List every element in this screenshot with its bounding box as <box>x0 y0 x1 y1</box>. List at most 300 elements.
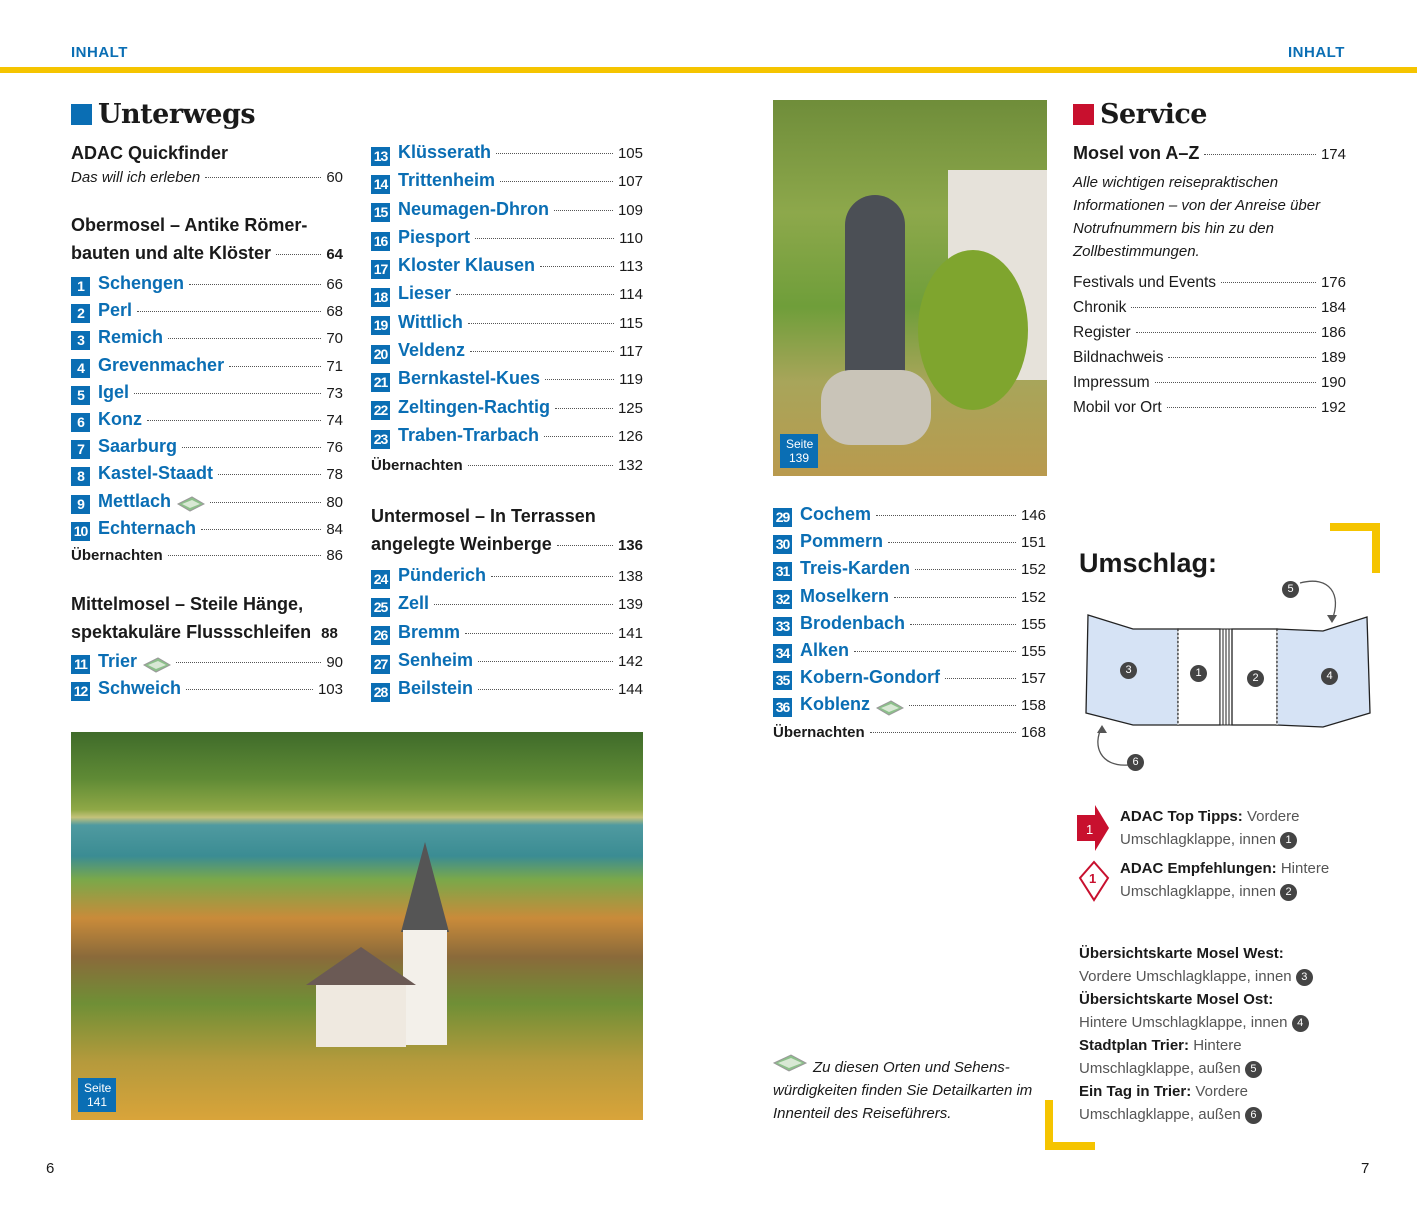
toc-entry-uebernachten[interactable] <box>371 457 643 484</box>
toc-entry[interactable] <box>371 199 643 227</box>
map-note-text: Zu diesen Orten und Sehens-würdigkeiten finden Sie Detailkarten im Innenteil des Reiseführers. <box>773 1059 1033 1122</box>
dot-leader <box>909 705 1016 706</box>
entry-label: Beilstein <box>398 678 474 699</box>
page-number: 107 <box>617 173 643 191</box>
toc-entry[interactable] <box>71 273 343 300</box>
legend-text: Vordere Umschlagklappe, außen <box>1079 1083 1248 1123</box>
dot-leader <box>1204 154 1316 155</box>
entry-label: Veldenz <box>398 340 466 361</box>
chapter-title-line: Untermosel – In Terrassen <box>371 506 596 526</box>
chapter-untermosel[interactable] <box>371 502 643 560</box>
legend-text: Hintere Umschlagklappe, innen <box>1120 860 1330 900</box>
entry-number-badge: 7 <box>71 440 90 459</box>
entry-label: Senheim <box>398 649 474 670</box>
entry-number-badge: 24 <box>371 570 390 589</box>
toc-entry[interactable] <box>371 565 643 593</box>
svg-text:1: 1 <box>1086 822 1094 837</box>
entry-label: Treis-Karden <box>800 558 911 579</box>
page-number: 151 <box>1020 534 1046 552</box>
toc-list-obermosel <box>71 273 343 545</box>
detail-map-icon <box>773 1053 807 1073</box>
dot-leader <box>545 379 614 380</box>
page-number: 190 <box>1320 374 1346 391</box>
entry-label: Moselkern <box>800 585 890 606</box>
toc-entry[interactable] <box>71 300 343 327</box>
legend-empfehlungen <box>1120 857 1360 903</box>
page-number: 71 <box>326 357 343 375</box>
page-number: 186 <box>1320 324 1346 341</box>
dot-leader <box>201 529 321 530</box>
entry-number-badge: 11 <box>71 655 90 674</box>
section-title-text: Unterwegs <box>98 99 256 130</box>
toc-entry[interactable] <box>371 142 643 170</box>
dot-leader <box>915 569 1016 570</box>
badge-page: 139 <box>788 451 810 465</box>
entry-number-badge: 21 <box>371 373 390 392</box>
empfehlung-pin-icon <box>1078 860 1110 902</box>
service-entry[interactable] <box>1073 299 1346 324</box>
page-number: 144 <box>617 681 643 699</box>
dot-leader <box>182 447 321 448</box>
entry-number-badge: 2 <box>71 304 90 323</box>
service-entry[interactable] <box>1073 324 1346 349</box>
chapter-title-row <box>71 239 343 269</box>
top-tipp-arrow-icon <box>1077 805 1111 851</box>
toc-entry[interactable] <box>371 622 643 650</box>
ref-marker: 1 <box>1280 832 1297 849</box>
entry-label: Wittlich <box>398 311 463 332</box>
page-number: 138 <box>617 568 643 585</box>
page-number: 86 <box>326 547 343 564</box>
legend-text: Vordere Umschlagklappe, innen <box>1120 808 1300 848</box>
page-number: 119 <box>619 371 643 389</box>
dot-leader <box>468 323 614 324</box>
section-square-icon <box>71 104 92 125</box>
entry-number-badge: 34 <box>773 644 792 663</box>
toc-entry[interactable] <box>371 340 643 368</box>
page-ref-badge <box>780 434 818 468</box>
entry-label: Übernachten <box>71 547 163 564</box>
toc-entry[interactable] <box>71 651 343 678</box>
page-number: 88 <box>321 625 338 642</box>
entry-label: Lieser <box>398 283 452 304</box>
dot-leader <box>540 266 614 267</box>
page-number: 136 <box>617 537 643 554</box>
legend-text: Hintere Umschlagklappe, außen <box>1079 1037 1242 1077</box>
legend-title: ADAC Top Tipps: <box>1120 808 1243 825</box>
service-entry[interactable] <box>1073 399 1346 424</box>
page-number: 74 <box>326 411 343 429</box>
dot-leader <box>210 502 321 503</box>
entry-number-badge: 33 <box>773 617 792 636</box>
toc-entry[interactable] <box>371 425 643 453</box>
page-number: 66 <box>326 276 343 293</box>
entry-number-badge: 13 <box>371 147 390 166</box>
page-number: 141 <box>617 624 643 642</box>
dot-leader <box>876 515 1016 516</box>
running-header-right: INHALT <box>1288 44 1345 61</box>
barrel <box>821 370 931 445</box>
entry-number-badge: 23 <box>371 430 390 449</box>
map-note <box>773 1056 1033 1125</box>
section-square-icon <box>1073 104 1094 125</box>
dot-leader <box>555 408 613 409</box>
entry-label: Alken <box>800 639 850 660</box>
chapter-title-line: Obermosel – Antike Römer- <box>71 215 308 235</box>
page-number: 157 <box>1020 670 1046 688</box>
entry-number-badge: 15 <box>371 203 390 222</box>
entry-label: Festivals und Events <box>1073 274 1217 291</box>
dot-leader <box>1136 332 1316 333</box>
entry-number-badge: 18 <box>371 288 390 307</box>
dot-leader <box>854 651 1016 652</box>
toc-entry[interactable] <box>773 694 1046 721</box>
entry-number-badge: 1 <box>71 277 90 296</box>
page-number: 80 <box>326 493 343 511</box>
page-number: 110 <box>619 229 643 247</box>
dot-leader <box>1131 307 1316 308</box>
dot-leader <box>557 545 613 546</box>
toc-entry[interactable] <box>371 397 643 425</box>
toc-entry-mosel-a-z[interactable] <box>1073 139 1346 169</box>
running-header-left: INHALT <box>71 44 128 61</box>
entry-number-badge: 19 <box>371 316 390 335</box>
entry-label: Remich <box>98 327 164 348</box>
entry-label: Register <box>1073 324 1131 341</box>
entry-label: Schweich <box>98 678 182 699</box>
ref-marker: 4 <box>1292 1015 1309 1032</box>
page-number: 60 <box>326 169 343 186</box>
entry-label: Kobern-Gondorf <box>800 667 940 688</box>
toc-list-mittelmosel-b <box>371 142 643 453</box>
chapter-mittelmosel[interactable] <box>71 590 343 648</box>
entry-label: Konz <box>98 408 142 429</box>
entry-number-badge: 31 <box>773 562 792 581</box>
toc-entry[interactable] <box>371 593 643 621</box>
entry-label: Grevenmacher <box>98 354 225 375</box>
cover-map-item <box>1079 988 1329 1034</box>
toc-entry[interactable] <box>371 255 643 283</box>
toc-entry[interactable] <box>71 409 343 436</box>
toc-entry[interactable] <box>371 283 643 311</box>
toc-entry-quickfinder[interactable] <box>71 169 343 186</box>
dot-leader <box>894 597 1016 598</box>
dot-leader <box>478 689 613 690</box>
entry-number-badge: 9 <box>71 495 90 514</box>
ref-marker: 5 <box>1245 1061 1262 1078</box>
page-number: 103 <box>317 681 343 699</box>
page-number-left: 6 <box>46 1160 55 1177</box>
toc-list-untermosel-a <box>371 565 643 706</box>
dot-leader <box>137 311 321 312</box>
entry-label: Mobil vor Ort <box>1073 399 1162 416</box>
entry-number-badge: 5 <box>71 386 90 405</box>
toc-entry[interactable] <box>71 463 343 490</box>
chapter-title-row <box>371 530 643 560</box>
legend-title: Ein Tag in Trier: <box>1079 1083 1192 1100</box>
entry-label: Koblenz <box>800 694 870 715</box>
toc-entry[interactable] <box>71 678 343 705</box>
page-number: 115 <box>619 314 643 332</box>
page-number: 192 <box>1320 399 1346 416</box>
entry-number-badge: 36 <box>773 698 792 717</box>
page-number: 155 <box>1020 642 1046 660</box>
detail-map-icon <box>876 700 904 716</box>
cover-marker-4: 4 <box>1321 668 1338 685</box>
dot-leader <box>205 177 321 178</box>
cover-marker-5: 5 <box>1282 581 1299 598</box>
page-number: 70 <box>326 330 343 348</box>
page-number: 64 <box>326 246 343 263</box>
page-number: 76 <box>326 439 343 457</box>
dot-leader <box>189 284 321 285</box>
toc-entry[interactable] <box>773 667 1046 694</box>
dot-leader <box>468 465 613 466</box>
toc-entry[interactable] <box>371 368 643 396</box>
service-list <box>1073 274 1346 424</box>
page-number: 142 <box>617 652 643 670</box>
page-number: 168 <box>1020 724 1046 741</box>
entry-number-badge: 20 <box>371 345 390 364</box>
cat-statue <box>845 195 905 395</box>
svg-text:1: 1 <box>1089 871 1097 886</box>
page-number: 84 <box>326 520 343 538</box>
legend-title: Übersichtskarte Mosel Ost: <box>1079 991 1274 1008</box>
entry-number-badge: 4 <box>71 359 90 378</box>
entry-number-badge: 8 <box>71 467 90 486</box>
toc-list-mittelmosel-a <box>71 651 343 705</box>
entry-label: Bernkastel-Kues <box>398 368 541 389</box>
page-ref-badge <box>78 1078 116 1112</box>
toc-entry[interactable] <box>71 491 343 518</box>
cover-map-item <box>1079 1034 1329 1080</box>
entry-number-badge: 3 <box>71 331 90 350</box>
service-entry[interactable] <box>1073 349 1346 374</box>
page-number: 174 <box>1320 146 1346 163</box>
page-number: 126 <box>617 427 643 445</box>
page-number: 113 <box>619 258 643 276</box>
page-number: 109 <box>617 201 643 219</box>
toc-entry[interactable] <box>371 650 643 678</box>
cover-marker-6: 6 <box>1127 754 1144 771</box>
entry-number-badge: 16 <box>371 232 390 251</box>
entry-label: Pünderich <box>398 565 487 585</box>
entry-label: Pommern <box>800 531 884 552</box>
dot-leader <box>554 210 613 211</box>
entry-label: Igel <box>98 381 130 402</box>
cat-statue-photo <box>773 100 1047 476</box>
toc-entry[interactable] <box>71 382 343 409</box>
page-number: 125 <box>617 399 643 417</box>
cover-map-list <box>1079 942 1329 1126</box>
cover-map-item <box>1079 1080 1329 1126</box>
entry-label: Perl <box>98 300 133 321</box>
dot-leader <box>470 351 614 352</box>
entry-label: Klüsserath <box>398 142 492 162</box>
corner-mark <box>1330 523 1380 573</box>
page-number: 158 <box>1020 697 1046 715</box>
service-description: Alle wichtigen reisepraktischen Informationen – von der Anreise über Notrufnummern bis hin zu den Zollbestimmungen. <box>1073 174 1321 260</box>
entry-label: Chronik <box>1073 299 1127 316</box>
dot-leader <box>168 555 322 556</box>
dot-leader <box>491 576 613 577</box>
service-entry[interactable] <box>1073 274 1346 299</box>
ref-marker: 6 <box>1245 1107 1262 1124</box>
village-photo <box>71 732 643 1120</box>
entry-number-badge: 26 <box>371 626 390 645</box>
dot-leader <box>456 294 614 295</box>
dot-leader <box>910 624 1016 625</box>
page-number: 73 <box>326 384 343 402</box>
page-number: 90 <box>326 654 343 671</box>
entry-label: Traben-Trarbach <box>398 424 540 445</box>
legend-title: Stadtplan Trier: <box>1079 1037 1190 1054</box>
toc-entry-uebernachten[interactable] <box>773 724 1046 751</box>
entry-label: Schengen <box>98 273 185 293</box>
toc-entry[interactable] <box>371 678 643 706</box>
entry-label: Brodenbach <box>800 612 906 633</box>
legend-top-tipps <box>1120 805 1360 851</box>
dot-leader <box>544 436 613 437</box>
page-number: 68 <box>326 303 343 321</box>
entry-label: Kastel-Staadt <box>98 463 214 484</box>
entry-label: Bildnachweis <box>1073 349 1164 366</box>
chapter-obermosel[interactable] <box>71 211 343 269</box>
toc-entry[interactable] <box>71 327 343 354</box>
entry-label: Zell <box>398 593 430 614</box>
entry-label: Saarburg <box>98 436 178 457</box>
toc-entry[interactable] <box>773 531 1046 558</box>
dot-leader <box>229 366 321 367</box>
dot-leader <box>1167 407 1316 408</box>
page-number: 114 <box>619 286 643 304</box>
entry-number-badge: 17 <box>371 260 390 279</box>
toc-entry[interactable] <box>773 504 1046 531</box>
toc-entry[interactable] <box>371 312 643 340</box>
dot-leader <box>465 633 613 634</box>
page-number: 139 <box>617 596 643 614</box>
legend-text: Hintere Umschlagklappe, innen <box>1079 1014 1288 1031</box>
entry-number-badge: 22 <box>371 401 390 420</box>
entry-number-badge: 28 <box>371 683 390 702</box>
section-title-service <box>1073 99 1207 130</box>
entry-number-badge: 35 <box>773 671 792 690</box>
page-number: 152 <box>1020 561 1046 579</box>
section-title-text: Service <box>1100 99 1207 130</box>
page-number: 105 <box>617 145 643 162</box>
badge-label: Seite <box>786 437 814 451</box>
dot-leader <box>945 678 1016 679</box>
entry-number-badge: 30 <box>773 535 792 554</box>
chapter-title-row <box>71 618 343 648</box>
cover-marker-1: 1 <box>1190 665 1207 682</box>
service-entry[interactable] <box>1073 374 1346 399</box>
toc-entry[interactable] <box>773 640 1046 667</box>
entry-label: Das will ich erleben <box>71 169 201 186</box>
page-number: 117 <box>619 343 643 361</box>
entry-label: Trittenheim <box>398 170 496 191</box>
legend-title: ADAC Empfehlungen: <box>1120 860 1277 877</box>
entry-label: Bremm <box>398 621 461 642</box>
dot-leader <box>186 689 313 690</box>
ref-marker: 3 <box>1296 969 1313 986</box>
entry-label: Echternach <box>98 517 197 538</box>
page-number-right: 7 <box>1361 1160 1370 1177</box>
entry-number-badge: 6 <box>71 413 90 432</box>
chapter-title-line: bauten und alte Klöster <box>71 243 272 263</box>
entry-label: Impressum <box>1073 374 1150 391</box>
dot-leader <box>496 153 613 154</box>
dot-leader <box>1155 382 1316 383</box>
dot-leader <box>1168 357 1316 358</box>
dot-leader <box>475 238 614 239</box>
dot-leader <box>168 338 321 339</box>
church-illustration <box>296 842 456 1042</box>
dot-leader <box>500 181 613 182</box>
dot-leader <box>478 661 613 662</box>
entry-label: Übernachten <box>773 724 865 741</box>
toc-entry-uebernachten[interactable] <box>71 547 343 574</box>
dot-leader <box>1221 282 1316 283</box>
dot-leader <box>870 732 1016 733</box>
quickfinder-title: ADAC Quickfinder <box>71 143 229 163</box>
cover-map-item <box>1079 942 1329 988</box>
chapter-title-line: spektakuläre Flussschleifen <box>71 622 312 642</box>
toc-entry[interactable] <box>773 558 1046 585</box>
toc-entry[interactable] <box>71 436 343 463</box>
legend-title: Übersichtskarte Mosel West: <box>1079 945 1284 962</box>
page-number: 146 <box>1020 507 1046 524</box>
dot-leader <box>134 393 321 394</box>
toc-entry[interactable] <box>371 170 643 198</box>
page-number: 189 <box>1320 349 1346 366</box>
entry-number-badge: 29 <box>773 508 792 527</box>
toc-entry[interactable] <box>773 586 1046 613</box>
dot-leader <box>147 420 321 421</box>
cover-marker-3: 3 <box>1120 662 1137 679</box>
chapter-title-line: angelegte Weinberge <box>371 534 552 554</box>
entry-number-badge: 10 <box>71 522 90 541</box>
header-rule <box>0 67 1417 73</box>
entry-label: Piesport <box>398 226 471 247</box>
entry-number-badge: 25 <box>371 598 390 617</box>
page-number: 176 <box>1320 274 1346 291</box>
dot-leader <box>218 474 321 475</box>
toc-entry[interactable] <box>71 518 343 545</box>
entry-label: Mettlach <box>98 490 172 511</box>
badge-label: Seite <box>84 1081 112 1095</box>
cover-marker-2: 2 <box>1247 670 1264 687</box>
toc-list-untermosel-b <box>773 504 1046 722</box>
entry-label: Kloster Klausen <box>398 255 536 276</box>
toc-entry[interactable] <box>71 355 343 382</box>
entry-label: Mosel von A–Z <box>1073 143 1200 163</box>
ref-marker: 2 <box>1280 884 1297 901</box>
entry-number-badge: 12 <box>71 682 90 701</box>
entry-number-badge: 27 <box>371 655 390 674</box>
page-number: 78 <box>326 466 343 484</box>
section-title-unterwegs <box>71 99 255 130</box>
dot-leader <box>276 254 321 255</box>
dot-leader <box>176 662 321 663</box>
toc-entry[interactable] <box>371 227 643 255</box>
toc-entry[interactable] <box>773 613 1046 640</box>
chapter-title-line: Mittelmosel – Steile Hänge, <box>71 594 304 614</box>
entry-label: Zeltingen-Rachtig <box>398 396 550 417</box>
entry-number-badge: 14 <box>371 175 390 194</box>
detail-map-icon <box>177 496 205 512</box>
entry-label: Neumagen-Dhron <box>398 198 550 219</box>
